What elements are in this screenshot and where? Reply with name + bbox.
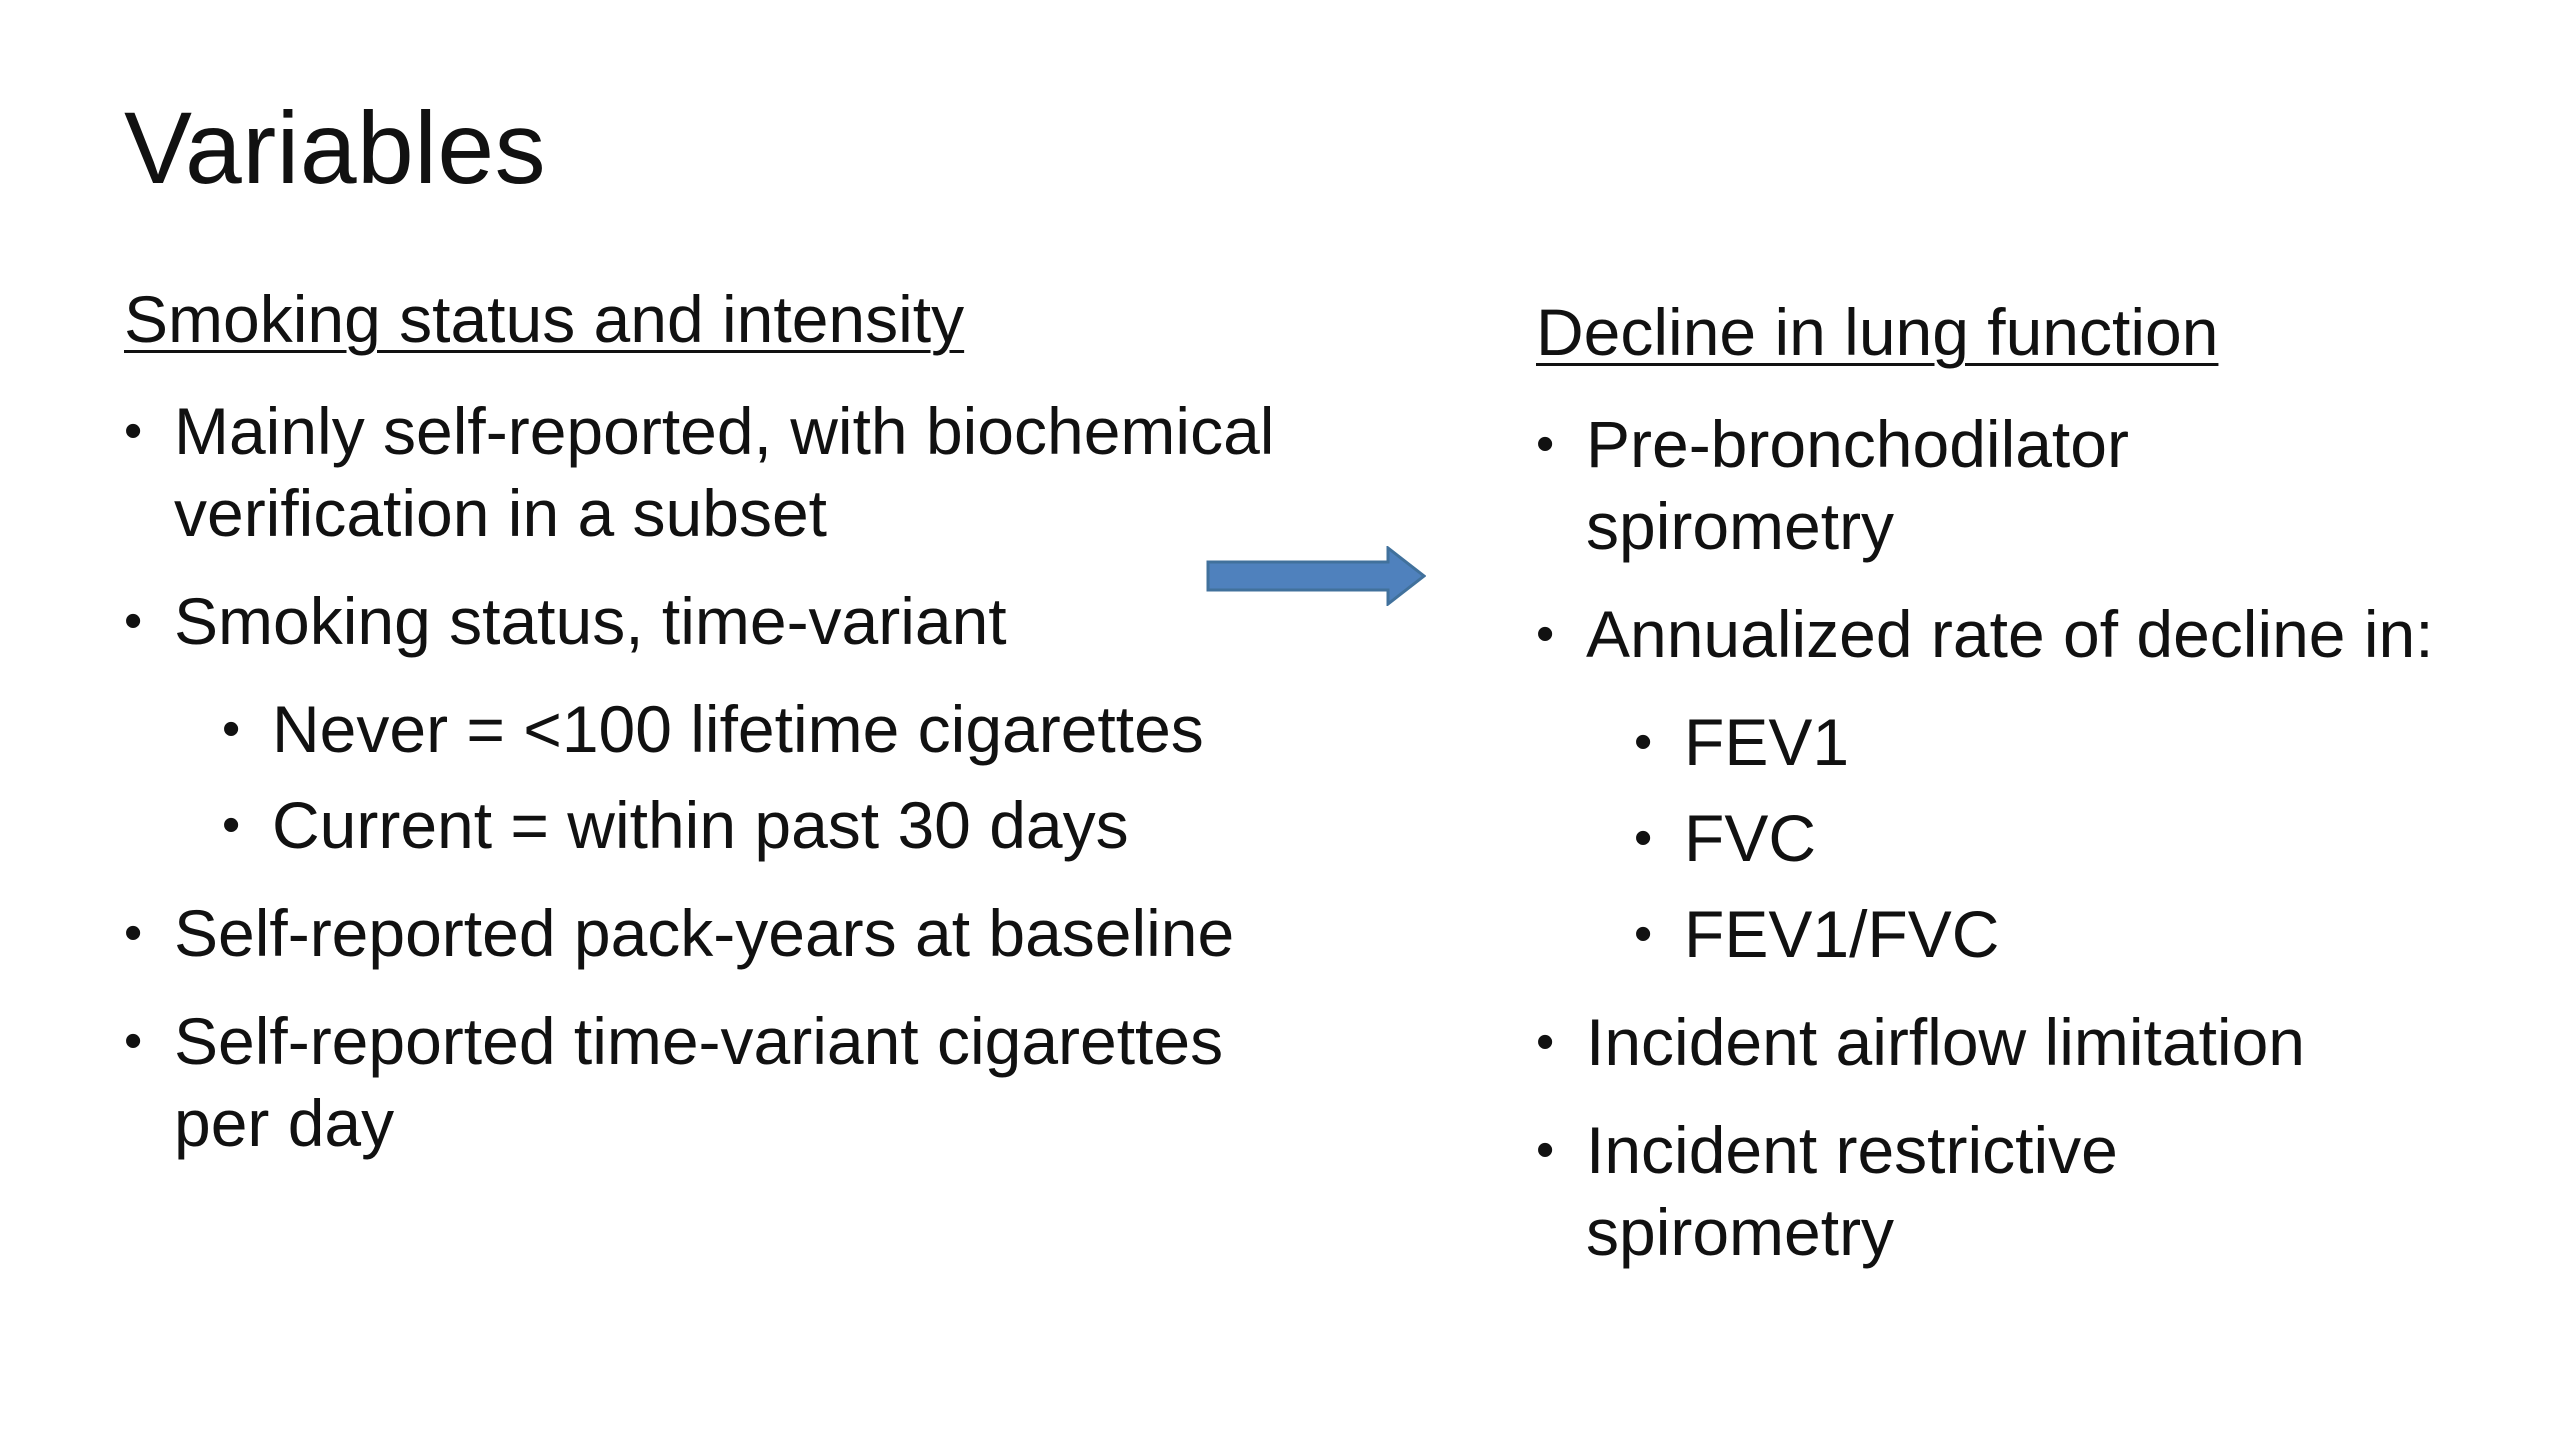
left-item-text: Self-reported time-variant cigarettes per day (174, 1004, 1224, 1160)
bullet: • (222, 700, 241, 758)
left-item-text: Smoking status, time-variant (174, 584, 1007, 658)
bullet: • (1536, 1013, 1555, 1071)
left-item-text: Mainly self-reported, with biochemical verification in a subset (174, 394, 1275, 550)
left-item-text: Self-reported pack-years at baseline (174, 896, 1235, 970)
right-item-4 (1536, 1109, 2226, 1273)
left-item-2 (124, 580, 1384, 662)
right-item-text: Incident airflow limitation (1586, 1005, 2305, 1079)
right-item-text: Incident restrictive spirometry (1586, 1113, 2118, 1269)
bullet: • (1634, 713, 1653, 771)
bullet: • (222, 796, 241, 854)
bullet: • (124, 402, 143, 460)
left-subitem-1 (222, 688, 1384, 770)
right-item-text: FEV1 (1684, 705, 1850, 779)
right-subitem-2 (1634, 797, 2536, 879)
left-item-text: Current = within past 30 days (272, 788, 1129, 862)
right-subitem-3 (1634, 893, 2536, 975)
left-bullet-list (124, 390, 1384, 1190)
bullet: • (1634, 809, 1653, 867)
bullet: • (124, 1012, 143, 1070)
left-item-4 (124, 1000, 1304, 1164)
bullet: • (1634, 905, 1653, 963)
bullet: • (1536, 415, 1555, 473)
right-item-text: FEV1/FVC (1684, 897, 2000, 971)
left-item-text: Never = <100 lifetime cigarettes (272, 692, 1204, 766)
left-item-3 (124, 892, 1384, 974)
bullet: • (124, 904, 143, 962)
slide-title: Variables (124, 91, 547, 205)
left-heading: Smoking status and intensity (124, 282, 965, 356)
right-heading: Decline in lung function (1536, 295, 2219, 369)
left-item-1 (124, 390, 1354, 554)
right-arrow-icon (1206, 546, 1426, 606)
right-item-2 (1536, 593, 2536, 675)
left-subitem-2 (222, 784, 1384, 866)
right-item-3 (1536, 1001, 2536, 1083)
bullet: • (1536, 605, 1555, 663)
bullet: • (1536, 1121, 1555, 1179)
right-item-text: FVC (1684, 801, 1816, 875)
bullet: • (124, 592, 143, 650)
right-bullet-list (1536, 403, 2536, 1299)
right-item-1 (1536, 403, 2226, 567)
right-item-text: Pre-bronchodilator spirometry (1586, 407, 2129, 563)
right-subitem-1 (1634, 701, 2536, 783)
right-item-text: Annualized rate of decline in: (1586, 597, 2434, 671)
